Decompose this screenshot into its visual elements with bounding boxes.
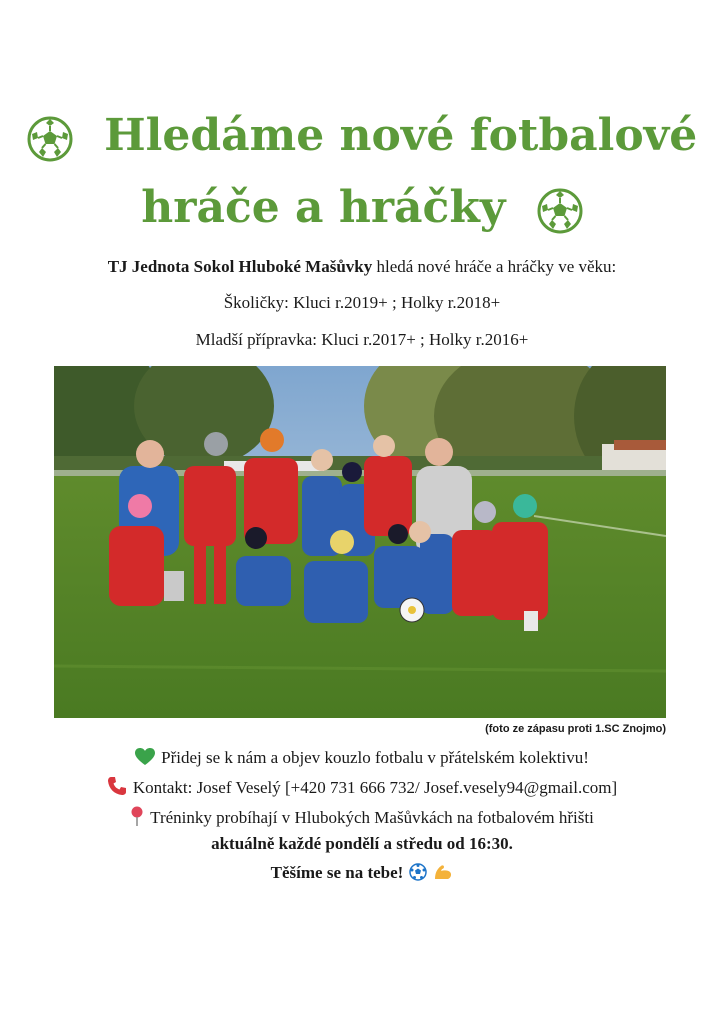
training-text: Tréninky probíhají v Hlubokých Mašůvkách na fotbalovém hřišti (150, 808, 594, 827)
title-line-1 (0, 110, 724, 162)
age-skolicky: Školičky: Kluci r.2019+ ; Holky r.2018+ (223, 293, 501, 312)
title-text-1: Hledáme nové fotbalové (104, 110, 698, 161)
schedule-line: aktuálně každé pondělí a středu od 16:30. (211, 834, 513, 853)
team-photo (54, 366, 666, 718)
title-text-2: hráče a hráčky (141, 182, 506, 233)
pushpin-icon (130, 806, 144, 832)
telephone-icon (107, 776, 127, 802)
join-line (0, 747, 724, 772)
club-name: TJ Jednota Sokol Hluboké Mašůvky (107, 257, 373, 276)
closing-text: Těšíme se na tebe! (270, 863, 404, 882)
training-line (0, 806, 724, 832)
join-text: Přidej se k nám a objev kouzlo fotbalu v přátelském kolektivu! (161, 748, 589, 767)
closing-line (0, 862, 724, 887)
flexed-biceps-icon (433, 863, 453, 887)
soccer-ball-icon (537, 188, 583, 234)
photo-caption: (foto ze zápasu proti 1.SC Znojmo) (485, 723, 666, 735)
soccer-ball-icon (27, 116, 73, 162)
contact-line (0, 776, 724, 802)
green-heart-icon (135, 748, 155, 772)
soccer-ball-icon (409, 863, 427, 887)
contact-text: Kontakt: Josef Veselý [+420 731 666 732/ Josef.vesely94@gmail.com] (132, 778, 618, 797)
title-line-2 (0, 182, 724, 234)
intro-rest: hledá nové hráče a hráčky ve věku: (372, 257, 617, 276)
age-pripravka: Mladší přípravka: Kluci r.2017+ ; Holky r.2016+ (195, 330, 529, 349)
intro-text (0, 256, 724, 278)
